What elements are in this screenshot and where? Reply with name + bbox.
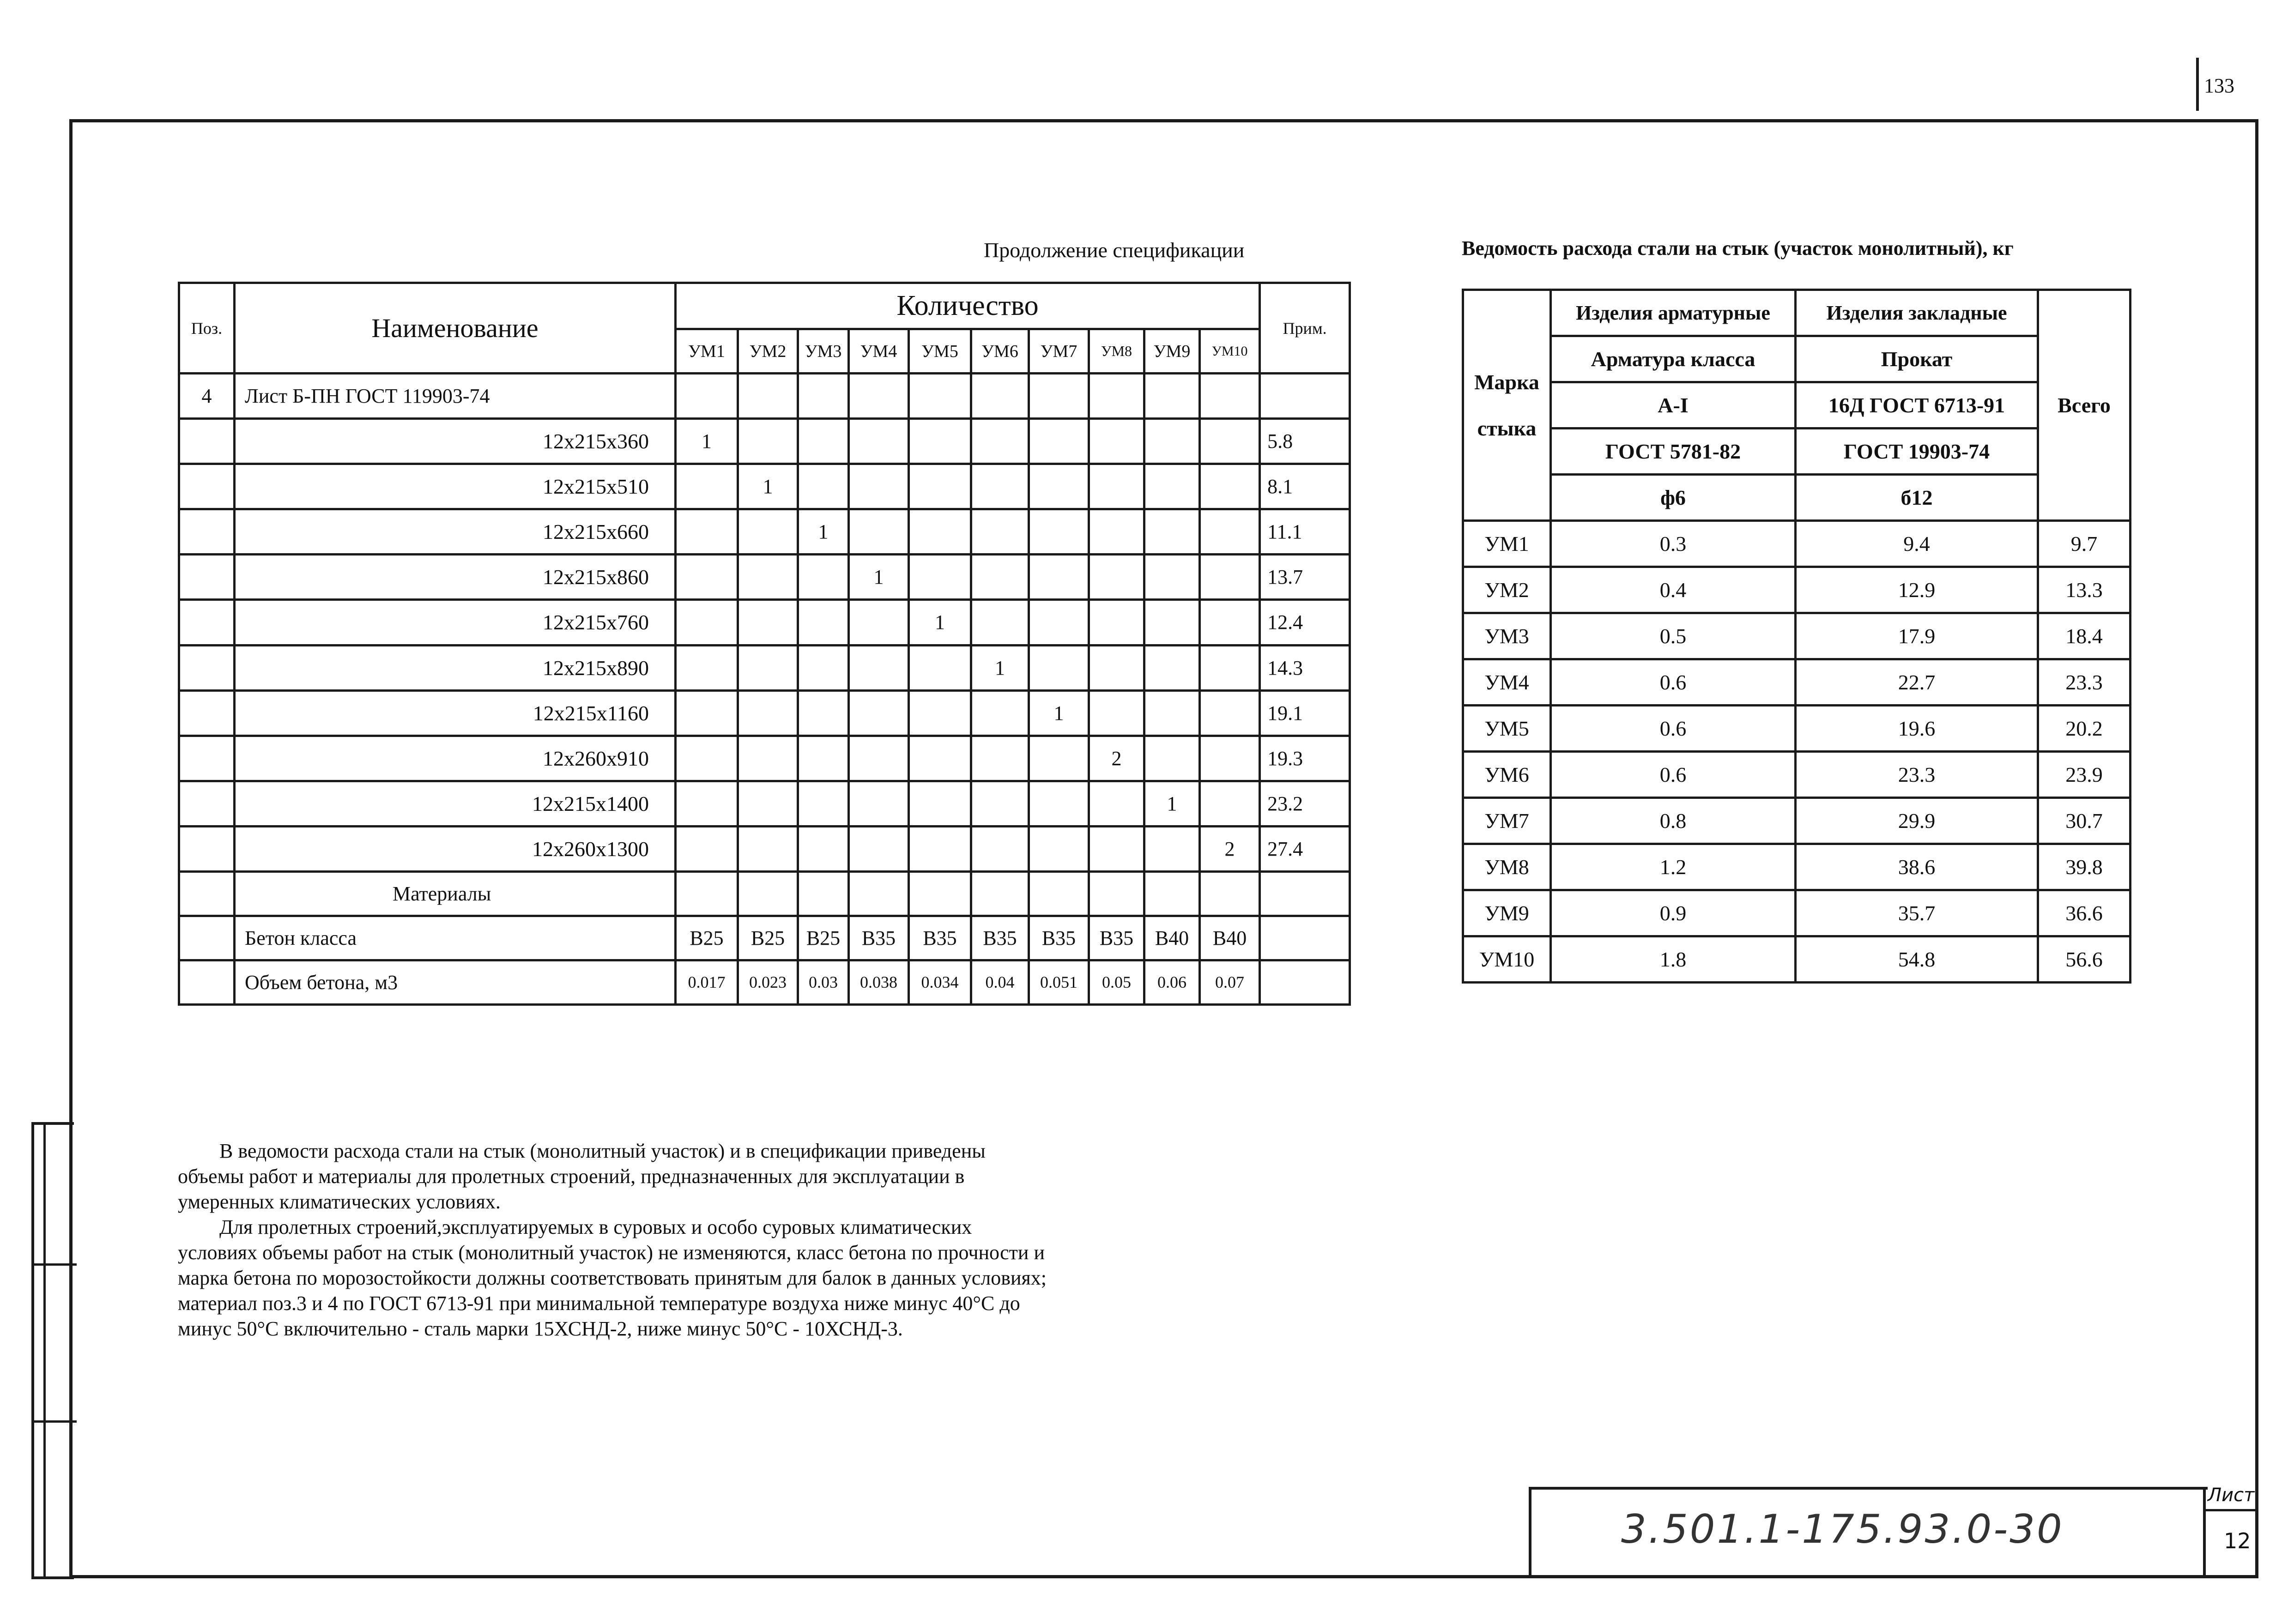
concrete-class-cell: В35 [1029,916,1089,960]
qty-cell [1089,826,1144,871]
qty-cell [1200,419,1260,464]
note-cell: 8.1 [1260,464,1350,509]
note-paragraph-2: Для пролетных строений,эксплуатируемых в суровых и особо суровых климатических условиях объемы работ на стык (монолитный участок) не изменяются, класс бетона по прочности и марка бетона по морозостойкости должны соответствовать принятым для балок в данных условиях; материал поз.3 и 4 по ГОСТ 6713-91 при минимальной температуре воздуха ниже минус 40°С до минус 50°С включительно - сталь марки 15ХСНД-2, ниже минус 50°С - 10ХСНД-3. [178,1216,1047,1340]
qty-cell [1029,419,1089,464]
qty-cell [798,690,849,736]
note-cell: 27.4 [1260,826,1350,871]
note-cell: 19.3 [1260,736,1350,781]
qty-cell [971,736,1029,781]
pos-cell [179,555,235,600]
embed-cell: 35.7 [1796,890,2038,936]
qty-cell [1144,826,1200,871]
embed-cell: 23.3 [1796,752,2038,798]
qty-cell [1144,736,1200,781]
qty-cell [849,781,909,826]
notes-block [178,1138,1055,1341]
total-cell: 20.2 [2038,706,2131,752]
qty-cell: 1 [676,419,738,464]
item-size: 12х215х1160 [235,690,676,736]
um-column-header: УМ9 [1144,329,1200,374]
mark-header-line1: Марка [1474,370,1539,394]
rebar-cell: 0.6 [1551,659,1796,706]
qty-cell [676,736,738,781]
qty-cell [849,736,909,781]
page-number: 133 [2204,74,2234,97]
mark-header [1463,290,1551,521]
concrete-class-label: Бетон класса [235,916,676,960]
qty-cell [676,555,738,600]
um-column-header: УМ2 [738,329,798,374]
qty-cell [1089,555,1144,600]
table-row [179,419,1350,464]
qty-cell [676,781,738,826]
rebar-cell: 0.5 [1551,613,1796,659]
steel-table [1462,289,2131,984]
embed-cell: 54.8 [1796,936,2038,983]
qty-cell: 2 [1089,736,1144,781]
pos-cell [179,509,235,555]
qty-cell [1029,600,1089,645]
concrete-class-row [179,916,1350,960]
qty-cell [971,419,1029,464]
sheet-divider [2206,1509,2257,1511]
embed-sub-label: Прокат [1796,336,2038,382]
qty-cell [971,509,1029,555]
qty-cell [676,509,738,555]
qty-cell [1029,645,1089,690]
concrete-volume-cell: 0.023 [738,960,798,1004]
qty-cell [909,555,971,600]
qty-cell [1200,509,1260,555]
qty-cell [849,645,909,690]
qty-cell [1089,509,1144,555]
pos-cell: 4 [179,374,235,419]
concrete-class-cell: В40 [1144,916,1200,960]
rebar-class-label: Арматура класса [1551,336,1796,382]
qty-cell [1029,509,1089,555]
qty-cell [738,781,798,826]
embed-cell: 9.4 [1796,521,2038,567]
pos-header: Поз. [179,283,235,374]
qty-cell [738,419,798,464]
item-size: 12х215х660 [235,509,676,555]
qty-cell [909,826,971,871]
embed-cell: 22.7 [1796,659,2038,706]
qty-cell [798,826,849,871]
qty-cell [849,600,909,645]
qty-cell [909,645,971,690]
embed-cell: 17.9 [1796,613,2038,659]
qty-cell [738,645,798,690]
qty-cell [1200,645,1260,690]
qty-cell: 1 [1029,690,1089,736]
total-cell: 56.6 [2038,936,2131,983]
concrete-volume-cell: 0.05 [1089,960,1144,1004]
item-size: 12х215х890 [235,645,676,690]
item-size: 12х260х910 [235,736,676,781]
total-cell: 9.7 [2038,521,2131,567]
qty-cell: 1 [1144,781,1200,826]
embed-thickness: б12 [1796,475,2038,521]
qty-cell [1089,419,1144,464]
qty-cell [909,781,971,826]
rebar-cell: 0.6 [1551,752,1796,798]
qty-cell [738,509,798,555]
qty-cell [1089,690,1144,736]
qty-cell [738,600,798,645]
qty-cell [1144,464,1200,509]
table-row [179,374,1350,419]
spec-header-row [179,283,1350,329]
qty-cell [971,555,1029,600]
qty-cell [738,736,798,781]
pos-cell [179,690,235,736]
concrete-class-cell: В25 [738,916,798,960]
note-header: Прим. [1260,283,1350,374]
rebar-diameter: ф6 [1551,475,1796,521]
qty-cell [676,690,738,736]
mark-cell: УМ2 [1463,567,1551,613]
qty-cell [798,464,849,509]
pos-cell [179,419,235,464]
table-row [179,871,1350,916]
table-row [179,781,1350,826]
concrete-class-cell: В25 [798,916,849,960]
note-cell: 13.7 [1260,555,1350,600]
note-cell: 5.8 [1260,419,1350,464]
qty-cell: 1 [971,645,1029,690]
spec-table [178,282,1351,1006]
qty-cell [1029,555,1089,600]
qty-cell [849,826,909,871]
um-column-header: УМ3 [798,329,849,374]
qty-cell [1144,555,1200,600]
qty-cell [909,464,971,509]
qty-cell [676,464,738,509]
total-cell: 39.8 [2038,844,2131,890]
concrete-volume-label: Объем бетона, м3 [235,960,676,1004]
concrete-volume-cell: 0.051 [1029,960,1089,1004]
qty-cell [798,781,849,826]
item-size: 12х215х760 [235,600,676,645]
qty-cell [1089,600,1144,645]
table-row [179,555,1350,600]
concrete-volume-cell: 0.07 [1200,960,1260,1004]
table-row [179,600,1350,645]
qty-cell [971,464,1029,509]
table-row [1463,936,2131,983]
qty-cell [676,826,738,871]
note-cell: 23.2 [1260,781,1350,826]
mark-cell: УМ4 [1463,659,1551,706]
table-row [179,826,1350,871]
concrete-volume-cell: 0.03 [798,960,849,1004]
table-row [1463,752,2131,798]
total-cell: 23.9 [2038,752,2131,798]
table-row [1463,890,2131,936]
qty-cell [971,690,1029,736]
qty-cell [849,509,909,555]
qty-cell [798,555,849,600]
mark-cell: УМ3 [1463,613,1551,659]
qty-cell [909,419,971,464]
item-size: 12х215х860 [235,555,676,600]
side-stamp [31,1122,74,1579]
rebar-header: Изделия арматурные [1551,290,1796,336]
mark-cell: УМ6 [1463,752,1551,798]
qty-cell [676,645,738,690]
mark-cell: УМ5 [1463,706,1551,752]
total-cell: 18.4 [2038,613,2131,659]
note-cell: 19.1 [1260,690,1350,736]
mark-cell: УМ1 [1463,521,1551,567]
qty-cell: 1 [909,600,971,645]
table-row [1463,521,2131,567]
embed-gost: ГОСТ 19903-74 [1796,429,2038,475]
concrete-volume-cell: 0.034 [909,960,971,1004]
total-cell: 30.7 [2038,798,2131,844]
concrete-class-cell: В35 [1089,916,1144,960]
qty-cell: 1 [849,555,909,600]
qty-cell [909,509,971,555]
note-cell: 12.4 [1260,600,1350,645]
rebar-cell: 0.8 [1551,798,1796,844]
qty-cell: 1 [798,509,849,555]
qty-cell [1144,690,1200,736]
table-row [179,509,1350,555]
um-column-header: УМ6 [971,329,1029,374]
pos-cell [179,464,235,509]
item-name: Лист Б-ПН ГОСТ 119903-74 [235,374,676,419]
um-column-header: УМ1 [676,329,738,374]
qty-cell [1089,781,1144,826]
rebar-gost: ГОСТ 5781-82 [1551,429,1796,475]
concrete-volume-cell: 0.017 [676,960,738,1004]
embed-steel: 16Д ГОСТ 6713-91 [1796,382,2038,429]
mark-cell: УМ9 [1463,890,1551,936]
total-cell: 23.3 [2038,659,2131,706]
spec-body [179,419,1350,872]
qty-cell [738,555,798,600]
table-row [1463,567,2131,613]
concrete-class-cell: В35 [909,916,971,960]
table-row [179,736,1350,781]
mark-cell: УМ7 [1463,798,1551,844]
embed-cell: 12.9 [1796,567,2038,613]
qty-cell [1029,464,1089,509]
rebar-cell: 0.4 [1551,567,1796,613]
pos-cell [179,736,235,781]
concrete-class-cell: В35 [849,916,909,960]
qty-cell [909,736,971,781]
mark-cell: УМ8 [1463,844,1551,890]
embed-cell: 19.6 [1796,706,2038,752]
rebar-cell: 0.3 [1551,521,1796,567]
qty-cell [909,690,971,736]
qty-cell [1144,509,1200,555]
qty-cell [971,826,1029,871]
embed-cell: 29.9 [1796,798,2038,844]
qty-cell [1029,826,1089,871]
qty-cell [1200,600,1260,645]
total-cell: 36.6 [2038,890,2131,936]
qty-cell [849,690,909,736]
rebar-cell: 1.8 [1551,936,1796,983]
table-row [1463,613,2131,659]
item-size: 12х260х1300 [235,826,676,871]
total-cell: 13.3 [2038,567,2131,613]
table-row [1463,659,2131,706]
concrete-volume-row [179,960,1350,1004]
qty-cell [1144,419,1200,464]
spec-heading: Продолжение спецификации [984,238,1245,262]
note-paragraph-1: В ведомости расхода стали на стык (монолитный участок) и в спецификации приведены объемы работ и материалы для пролетных строений, предназначенных для эксплуатации в умеренных климатических условиях. [178,1140,986,1213]
qty-cell [971,781,1029,826]
note-cell: 14.3 [1260,645,1350,690]
qty-cell [798,600,849,645]
document-number: 3.501.1-175.93.0-30 [1621,1506,2064,1552]
qty-cell [1089,645,1144,690]
pos-cell [179,600,235,645]
total-header: Всего [2038,290,2131,521]
pos-cell [179,781,235,826]
table-row [179,690,1350,736]
qty-cell [1200,464,1260,509]
um-column-header: УМ5 [909,329,971,374]
materials-label: Материалы [235,871,676,916]
name-header: Наименование [235,283,676,374]
sheet-number: 12 [2224,1528,2251,1553]
qty-cell [1029,781,1089,826]
qty-cell [1200,736,1260,781]
qty-cell [1144,645,1200,690]
rebar-cell: 1.2 [1551,844,1796,890]
qty-cell [676,600,738,645]
item-size: 12х215х510 [235,464,676,509]
qty-cell: 2 [1200,826,1260,871]
pos-cell [179,826,235,871]
qty-cell [1200,781,1260,826]
qty-cell [849,419,909,464]
mark-cell: УМ10 [1463,936,1551,983]
table-row [179,645,1350,690]
concrete-volume-cell: 0.038 [849,960,909,1004]
um-column-header: УМ10 [1200,329,1260,374]
qty-cell [849,464,909,509]
concrete-class-cell: В40 [1200,916,1260,960]
concrete-volume-cell: 0.06 [1144,960,1200,1004]
qty-cell [1029,736,1089,781]
qty-cell: 1 [738,464,798,509]
qty-cell [971,600,1029,645]
um-column-header: УМ8 [1089,329,1144,374]
qty-cell [1200,690,1260,736]
concrete-class-cell: В35 [971,916,1029,960]
qty-cell [1089,464,1144,509]
qty-cell [798,736,849,781]
concrete-class-cell: В25 [676,916,738,960]
steel-heading: Ведомость расхода стали на стык (участок монолитный), кг [1462,237,2014,260]
um-column-header: УМ4 [849,329,909,374]
table-row [1463,798,2131,844]
qty-cell [738,690,798,736]
um-column-header: УМ7 [1029,329,1089,374]
table-row [1463,706,2131,752]
table-row [1463,844,2131,890]
table-row [179,464,1350,509]
embed-cell: 38.6 [1796,844,2038,890]
qty-cell [798,419,849,464]
note-cell: 11.1 [1260,509,1350,555]
qty-cell [738,826,798,871]
steel-body [1463,521,2131,983]
item-size: 12х215х1400 [235,781,676,826]
rebar-cell: 0.9 [1551,890,1796,936]
sheet-label: Лист [2208,1485,2255,1506]
qty-cell [1144,600,1200,645]
concrete-volume-cell: 0.04 [971,960,1029,1004]
rebar-cell: 0.6 [1551,706,1796,752]
embed-header: Изделия закладные [1796,290,2038,336]
qty-cell [798,645,849,690]
mark-header-line2: стыка [1477,416,1537,440]
rebar-class: А-I [1551,382,1796,429]
qty-cell [1200,555,1260,600]
pos-cell [179,645,235,690]
item-size: 12х215х360 [235,419,676,464]
qty-header: Количество [676,283,1260,329]
title-block-separator [2203,1487,2206,1578]
